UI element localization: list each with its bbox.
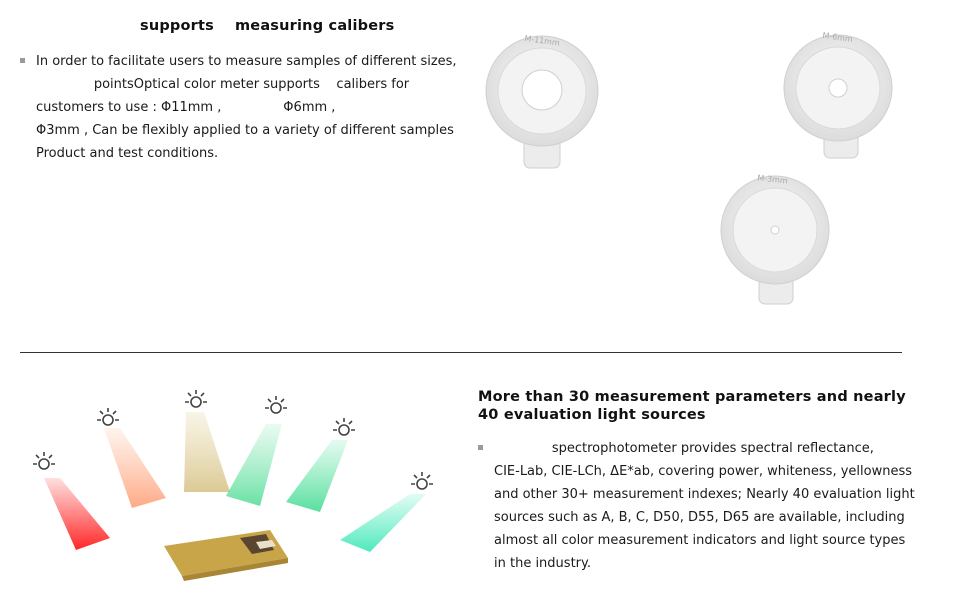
color-card-image xyxy=(164,530,288,581)
bulb-icon xyxy=(33,452,55,469)
bulb-icon xyxy=(265,396,287,413)
caliper-label: M-6mm xyxy=(821,30,854,44)
caliper-11mm-image xyxy=(480,28,620,178)
section-title-calibers: supports measuring calibers xyxy=(140,18,395,34)
calibers-description: In order to facilitate users to measure samples of different sizes, pointsOptical color meter supports calibers for customers to use : Φ11mm , Φ6mm , Φ3mm , Can be flexibly applied to a variety of different samples Product and test conditions. xyxy=(36,54,457,161)
bulb-icon xyxy=(185,390,207,407)
light-sources-illustration xyxy=(20,380,450,590)
bullet-icon xyxy=(20,58,25,63)
section-title-parameters: More than 30 measurement parameters and nearly 40 evaluation light sources xyxy=(478,389,906,423)
caliper-3mm-image xyxy=(715,168,845,308)
caliper-label: M-3mm xyxy=(756,173,789,186)
bulb-icon xyxy=(333,418,355,435)
bulb-icon xyxy=(97,408,119,425)
bulb-icon xyxy=(411,472,433,489)
bullet-icon xyxy=(478,445,483,450)
caliper-6mm-image xyxy=(778,28,908,168)
caliper-label: M-11mm xyxy=(523,33,561,48)
section-divider xyxy=(20,352,902,353)
parameters-description: spectrophotometer provides spectral reflectance, CIE-Lab, CIE-LCh, ΔE*ab, covering power, whiteness, yellowness and other 30+ measurement indexes; Nearly 40 evaluation light sources such as A, B, C, D50, D55, D65 are available, including almost all color measurement indicators and light source types in the industry. xyxy=(494,441,915,571)
